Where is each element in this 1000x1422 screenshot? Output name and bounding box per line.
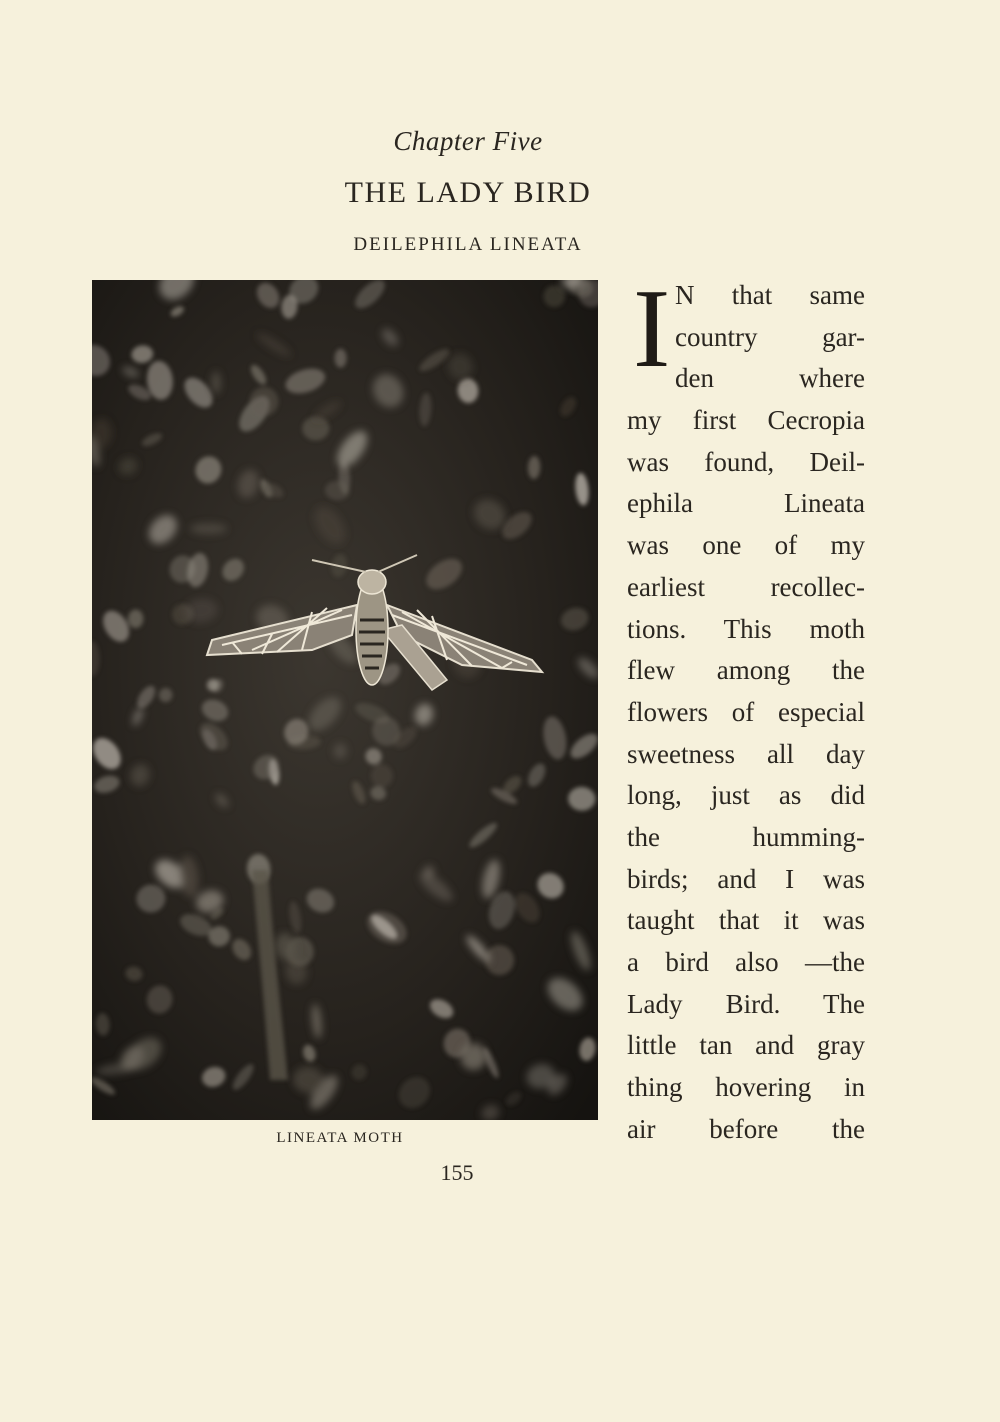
body-text xyxy=(627,267,865,1150)
foliage-leaf xyxy=(190,523,227,534)
text-line: birds; and I was xyxy=(627,863,865,894)
lineata-moth-photo xyxy=(92,280,598,1120)
text-line: was one of my xyxy=(627,530,865,561)
text-line: long, just as did xyxy=(627,780,865,811)
text-line: my first Cecropia xyxy=(627,405,865,436)
text-line: taught that it was xyxy=(627,905,865,936)
text-line: air before the xyxy=(627,1113,865,1144)
text-line: N that same xyxy=(675,280,865,310)
text-line: was found, Deil- xyxy=(627,446,865,477)
text-line: little tan and gray xyxy=(627,1030,865,1061)
text-line: a bird also —the xyxy=(627,947,865,977)
chapter-title: THE LADY BIRD xyxy=(344,176,592,209)
text-line: thing hovering in xyxy=(627,1072,865,1103)
chapter-label: Chapter Five xyxy=(393,126,543,156)
text-line: country gar- xyxy=(675,321,865,352)
text-line: ephila Lineata xyxy=(627,488,865,519)
chapter-subtitle: DEILEPHILA LINEATA xyxy=(353,234,583,255)
text-line: sweetness all day xyxy=(627,738,865,769)
text-line: the humming- xyxy=(627,821,865,852)
foliage-leaf xyxy=(335,349,347,368)
text-line: den where xyxy=(675,363,865,394)
drop-cap: I xyxy=(633,267,671,391)
text-line: flew among the xyxy=(627,655,865,686)
text-line: tions. This moth xyxy=(627,613,865,644)
moth-illustration xyxy=(92,280,598,1120)
text-line: earliest recollec- xyxy=(627,571,865,602)
page-number: 155 xyxy=(440,1160,474,1185)
text-line: Lady Bird. The xyxy=(627,988,865,1019)
figure-caption: LINEATA MOTH xyxy=(276,1130,404,1146)
text-line: flowers of especial xyxy=(627,696,865,727)
